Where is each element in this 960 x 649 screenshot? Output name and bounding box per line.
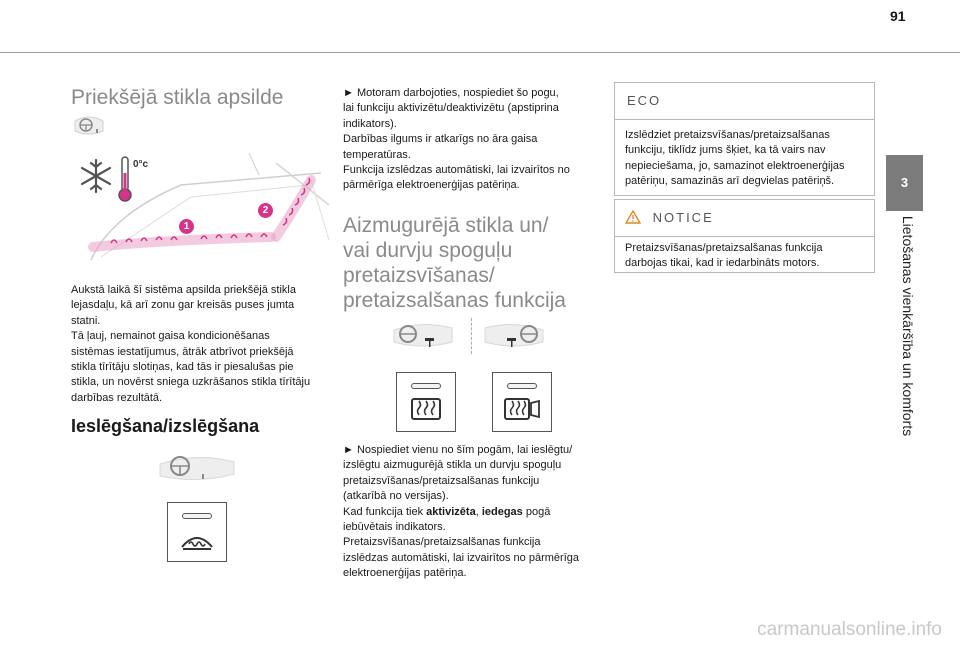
- thermometer-label: 0°c: [133, 159, 149, 170]
- chapter-tab[interactable]: 3: [886, 155, 923, 211]
- text-line: stikla, un novērst sniega uzkrāšanos stikla tīrītāju: [71, 376, 311, 389]
- text-line: izslēgtu aizmugurējā stikla un durvju spoguļu: [343, 459, 562, 472]
- bold-term-lights-up: iedegas: [481, 505, 523, 518]
- header-rule: [0, 52, 960, 53]
- dashboard-location-icon: [158, 450, 236, 484]
- rear-screen-heat-icon: [409, 397, 443, 421]
- windscreen-instructions: [343, 86, 598, 194]
- notice-box: [614, 199, 875, 273]
- text-line: indikators).: [343, 117, 397, 130]
- text-line: Darbības ilgums ir atkarīgs no āra gaisa: [343, 133, 538, 146]
- steering-location-icon: [73, 115, 105, 137]
- heading-line: Aizmugurējā stikla un/: [343, 214, 549, 237]
- section-heading-rear-demist: [343, 213, 603, 313]
- text-line: patēriņu, samazinās arī degvielas patēriņš.: [625, 175, 835, 188]
- text-line: darbības rezultātā.: [71, 391, 163, 404]
- heading-line: vai durvju spoguļu: [343, 239, 513, 262]
- eco-box: [614, 82, 875, 196]
- text-line: temperatūras.: [343, 148, 411, 161]
- rear-screen-mirror-demist-button[interactable]: [492, 372, 552, 432]
- dashboard-location-icon-right: [483, 320, 545, 350]
- notice-header: [615, 200, 874, 237]
- text-run: ,: [475, 505, 482, 518]
- watermark: carmanualsonline.info: [757, 619, 942, 640]
- text-line: Pretaizsvīšanas/pretaizsalšanas funkcija: [343, 536, 541, 549]
- windscreen-illustration: [71, 145, 331, 265]
- text-line: iebūvētais indikators.: [343, 521, 446, 534]
- thermometer-icon: [117, 155, 133, 203]
- text-line: nepieciešama, jo, samazinot elektroenerģijas: [625, 159, 845, 172]
- warning-icon: [625, 210, 641, 224]
- text-line: pārmērīga elektroenerģijas patēriņa.: [343, 179, 520, 192]
- text-line-mixed: [343, 505, 601, 520]
- text-run: pogā: [522, 505, 551, 518]
- text-run: Kad funkcija tiek: [343, 505, 427, 518]
- indicator-light: [182, 513, 212, 519]
- subheading-on-off: Ieslēgšana/izslēgšana: [71, 416, 260, 436]
- text-line: ► Motoram darbojoties, nospiediet šo pogu,: [343, 87, 559, 99]
- heading-line: pretaizsalšanas funkcija: [343, 289, 566, 312]
- eco-title: ECO: [615, 83, 874, 120]
- bold-term-activated: aktivizēta: [426, 505, 476, 518]
- thumbnail-divider: [471, 318, 473, 354]
- heading-line: pretaizsvīšanas/: [343, 264, 495, 287]
- callout-1: 1: [179, 219, 194, 234]
- text-line: Tā ļauj, nemainot gaisa kondicionēšanas: [71, 330, 270, 343]
- text-line: darbojas tikai, kad ir iedarbināts motors.: [625, 257, 820, 270]
- text-line: ► Nospiediet vienu no šīm pogām, lai ieslēgtu/: [343, 444, 573, 456]
- text-line: lai funkciju aktivizētu/deaktivizētu (apstiprina: [343, 102, 559, 115]
- page-number: 91: [890, 8, 906, 24]
- windscreen-heating-button[interactable]: [167, 502, 227, 562]
- indicator-light: [507, 383, 537, 389]
- text-line: Aukstā laikā šī sistēma apsilda priekšējā stikla: [71, 284, 296, 296]
- rear-screen-demist-button[interactable]: [396, 372, 456, 432]
- indicator-light: [411, 383, 441, 389]
- snowflake-icon: [77, 157, 115, 195]
- notice-body: [615, 237, 874, 280]
- text-line: pretaizsvīšanas/pretaizsalšanas funkciju: [343, 474, 540, 487]
- text-line: sistēmas iestatījumus, ātrāk atbrīvot priekšējā: [71, 345, 294, 358]
- callout-2: 2: [258, 203, 273, 218]
- text-line: statni.: [71, 314, 101, 327]
- text-line: Funkcija izslēdzas automātiski, lai izvairītos no: [343, 164, 570, 177]
- dashboard-location-icon-left: [392, 320, 454, 350]
- text-line: lejasdaļu, kā arī zonu gar kreisās puses jumta: [71, 299, 295, 312]
- text-line: Pretaizsvīšanas/pretaizsalšanas funkcija: [625, 242, 823, 254]
- text-line: funkciju, tiklīdz jums šķiet, ka tā vairs nav: [625, 144, 826, 157]
- windscreen-heat-icon: [180, 527, 214, 551]
- rear-screen-mirror-heat-icon: [503, 397, 541, 421]
- eco-body: [615, 120, 874, 198]
- text-line: stikla tīrītāju slotiņas, kad tās ir piesalušas pie: [71, 361, 294, 374]
- text-line: izslēdzas automātiski, lai izvairītos no pārmērīga: [343, 551, 579, 564]
- rear-demist-instructions: [343, 443, 601, 582]
- notice-title: NOTICE: [652, 210, 714, 225]
- chapter-title: Lietošanas vienkāršība un komforts: [900, 215, 916, 437]
- section-heading-windscreen: Priekšējā stikla apsilde: [71, 86, 284, 109]
- windscreen-intro: [71, 283, 326, 406]
- text-line: (atkarībā no versijas).: [343, 490, 449, 503]
- text-line: elektroenerģijas patēriņa.: [343, 567, 467, 580]
- text-line: Izslēdziet pretaizsvīšanas/pretaizsalšanas: [625, 129, 830, 141]
